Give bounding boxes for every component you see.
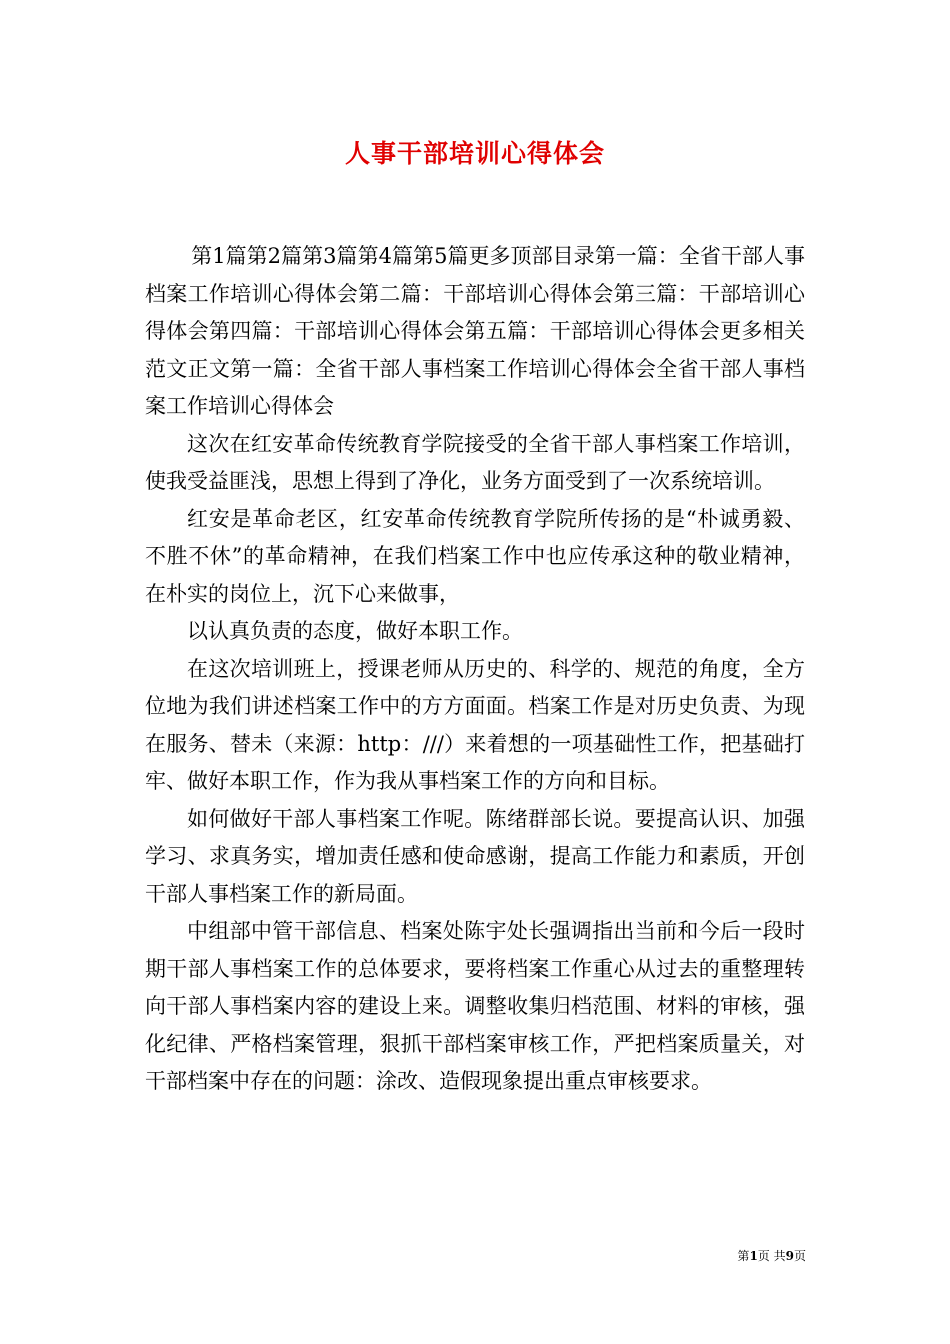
footer-middle: 页 共 (757, 1249, 786, 1263)
current-page-number: 1 (749, 1249, 758, 1263)
body-paragraph: 红安是革命老区，红安革命传统教育学院所传扬的是“朴诚勇毅、不胜不休”的革命精神，在我们档案工作中也应传承这种的敬业精神，在朴实的岗位上，沉下心来做事， (145, 506, 805, 606)
footer-suffix: 页 (793, 1249, 806, 1263)
body-paragraph: 如何做好干部人事档案工作呢。陈绪群部长说。要提高认识、加强学习、求真务实，增加责任感和使命感谢，提高工作能力和素质，开创干部人事档案工作的新局面。 (145, 806, 805, 906)
body-paragraph: 在这次培训班上，授课老师从历史的、科学的、规范的角度，全方位地为我们讲述档案工作中的方方面面。档案工作是对历史负责、为现在服务、替未（来源：http：///）来着想的一项基础性工作，把基础打牢、做好本职工作，作为我从事档案工作的方向和目标。 (145, 656, 805, 793)
total-page-count: 9 (785, 1249, 794, 1263)
body-paragraph: 以认真负责的态度，做好本职工作。 (187, 619, 523, 643)
body-paragraph: 这次在红安革命传统教育学院接受的全省干部人事档案工作培训，使我受益匪浅，思想上得到了净化，业务方面受到了一次系统培训。 (145, 431, 805, 493)
footer-prefix: 第 (737, 1249, 750, 1263)
document-title: 人事干部培训心得体会 (344, 139, 605, 168)
body-paragraph: 中组部中管干部信息、档案处陈宇处长强调指出当前和今后一段时期干部人事档案工作的总体要求，要将档案工作重心从过去的重整理转向干部人事档案内容的建设上来。调整收集归档范围、材料的审核，强化纪律、严格档案管理，狠抓干部档案审核工作，严把档案质量关，对干部档案中存在的问题：涂改、造假现象提出重点审核要求。 (145, 919, 805, 1093)
document-body (145, 238, 805, 1101)
table-of-contents-paragraph: 第1篇第2篇第3篇第4篇第5篇更多顶部目录第一篇：全省干部人事档案工作培训心得体会第二篇：干部培训心得体会第三篇：干部培训心得体会第四篇：干部培训心得体会第五篇：干部培训心得体会更多相关范文正文第一篇：全省干部人事档案工作培训心得体会全省干部人事档案工作培训心得体会 (145, 244, 805, 418)
page-number-footer (700, 1247, 806, 1264)
